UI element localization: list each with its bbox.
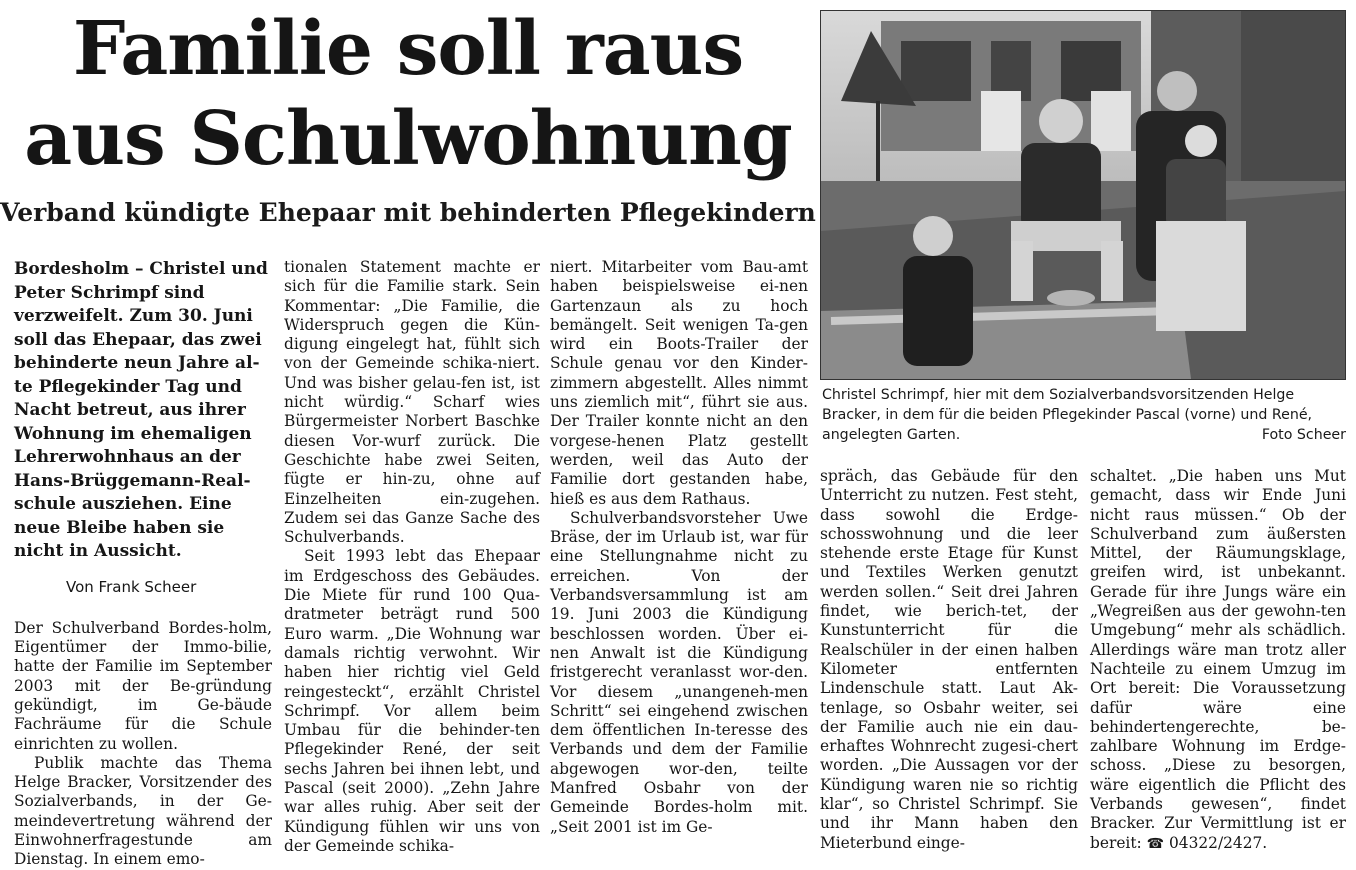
article-column-1 [14, 258, 272, 870]
article-column-3 [550, 258, 808, 837]
photo-credit: Foto Scheer [1261, 427, 1346, 443]
article-lead: Bordesholm – Christel und Peter Schrimpf sind verzweifelt. Zum 30. Juni soll das Ehepaar, das zwei behinderte neun Jahre al-te Pflegekinder Tag und Nacht betreut, aus ihrer Wohnung im ehemaligen Lehrerwohnhaus an der Hans-Brüggemann-Real-schule ausziehen. Eine neue Bleibe haben sie nicht in Aussicht. [14, 259, 268, 561]
phone-number: 04322/2427. [1168, 833, 1268, 852]
paragraph [1090, 467, 1346, 854]
article-byline: Von Frank Scheer [66, 577, 197, 596]
article-subheadline: Verband kündigte Ehepaar mit behinderten Pflegekindern [0, 198, 816, 227]
article-column-4 [820, 467, 1078, 853]
article-column-5 [1090, 467, 1346, 854]
headline-line-2: aus Schulwohnung [24, 96, 792, 182]
article-headline [0, 4, 816, 184]
garden-photo-illustration [821, 11, 1345, 379]
paragraph: Publik machte das Thema Helge Bracker, Vorsitzender des Sozialverbands, in der Ge-meindevertretung während der Einwohnerfragestunde am Dienstag. In einem emo- [14, 753, 272, 869]
paragraph: Schulverbandsvorsteher Uwe Bräse, der im Urlaub ist, war für eine Stellungnahme nicht zu erreichen. Von der Verbandsversammlung ist am 19. Juni 2003 die Kündigung beschlossen worden. Über ei-nen Anwalt ist die Kündigung fristgerecht veranlasst wor-den. Vor diesem „unangeneh-men Schritt“ sei eingehend zwischen dem öffentlichen In-teresse des Verbands und dem der Familie abgewogen wor-den, teilte Manfred Osbahr von der Gemeinde Bordes-holm mit. „Seit 2001 ist im Ge- [550, 508, 808, 836]
article-photo [820, 10, 1346, 380]
article-column-2 [284, 258, 540, 856]
headline-line-1: Familie soll raus [72, 6, 744, 92]
photo-caption [822, 385, 1346, 445]
paragraph: spräch, das Gebäude für den Unterricht zu nutzen. Fest steht, dass sowohl die Erdge-schosswohnung und die leer stehende erste Etage für Kunst und Textiles Werken genutzt werden sollen.“ Seit drei Jahren findet, wie berich-tet, der Kunstunterricht für die Realschüler in der einen halben Kilometer entfernten Lindenschule statt. Laut Ak-tenlage, so Osbahr weiter, sei der Familie auch nie ein dau-erhaftes Wohnrecht zugesi-chert worden. „Die Aussagen vor der Kündigung waren nie so richtig klar“, so Christel Schrimpf. Sie und ihr Mann haben den Mieterbund einge- [820, 467, 1078, 852]
caption-text: Christel Schrimpf, hier mit dem Sozialverbandsvorsitzenden Helge Bracker, in dem für die beiden Pflegekinder Pascal (vorne) und René, angelegten Garten. [822, 387, 1313, 443]
paragraph: niert. Mitarbeiter vom Bau-amt haben beispielsweise ei-nen Gartenzaun als zu hoch bemängelt. Seit wenigen Ta-gen wird ein Boots-Trailer der Schule genau vor den Kinder-zimmern abgestellt. Alles nimmt uns ziemlich mit“, führt sie aus. Der Trailer konnte nicht an den vorgese-henen Platz gestellt werden, weil das Auto der Familie dort gestanden habe, hieß es aus dem Rathaus. [550, 258, 808, 508]
paragraph: Seit 1993 lebt das Ehepaar im Erdgeschoss des Gebäudes. Die Miete für rund 100 Qua-dratmeter beträgt rund 500 Euro warm. „Die Wohnung war damals richtig verwohnt. Wir haben hier richtig viel Geld reingesteckt“, erzählt Christel Schrimpf. Vor allem beim Umbau für die behinder-ten Pflegekinder René, der seit sechs Jahren bei ihnen lebt, und Pascal (seit 2000). „Zehn Jahre war alles ruhig. Aber seit der Kündigung fühlen wir uns von der Gemeinde schika- [284, 547, 540, 855]
paragraph: Der Schulverband Bordes-holm, Eigentümer der Immo-bilie, hatte der Familie im September 2003 mit der Be-gründung gekündigt, im Ge-bäude Fachräume für die Schule einrichten zu wollen. [14, 618, 272, 753]
paragraph: tionalen Statement machte er sich für die Familie stark. Sein Kommentar: „Die Familie, die Widerspruch gegen die Kün-digung eingelegt hat, fühlt sich von der Gemeinde schika-niert. Und was bisher gelau-fen ist, ist nicht würdig.“ Scharf wies Bürgermeister Norbert Baschke diesen Vor-wurf zurück. Die Geschichte habe zwei Seiten, fügte er hin-zu, ohne auf Einzelheiten ein-zugehen. Zudem sei das Ganze Sache des Schulverbands. [284, 258, 540, 547]
paragraph-text: schaltet. „Die haben uns Mut gemacht, dass wir Ende Juni nicht raus müssen.“ Ob der Schulverband zum äußersten Mittel, der Räumungsklage, greifen wird, ist unbekannt. Gerade für ihre Jungs wäre ein „Wegreißen aus der gewohn-ten Umgebung“ mehr als schädlich. Allerdings wäre man trotz aller Nachteile zu einem Umzug im Ort bereit: Die Voraussetzung dafür wäre eine behindertengerechte, be-zahlbare Wohnung im Erdge-schoss. „Diese zu besorgen, wäre eigentlich die Pflicht des Verbands gewesen“, findet Bracker. Zur Vermittlung ist er bereit: [1090, 467, 1346, 852]
telephone-icon: ☎ [1146, 835, 1165, 852]
